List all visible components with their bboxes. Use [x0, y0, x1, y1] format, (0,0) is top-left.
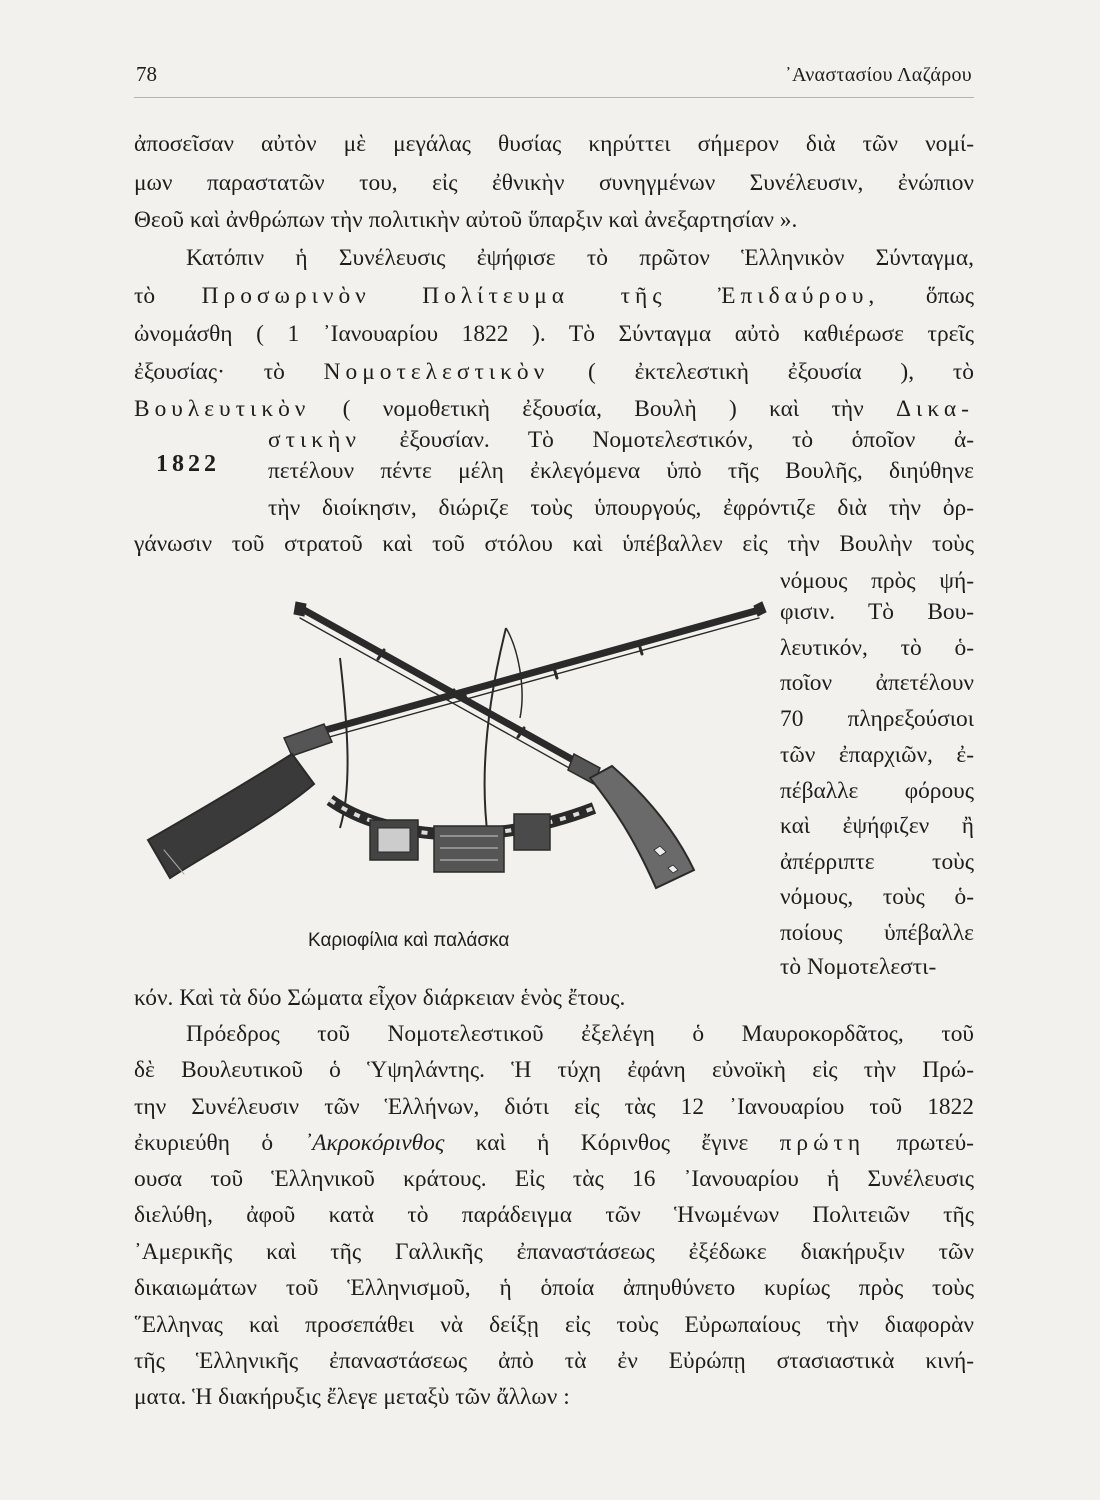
body-line-19: διελύθη, ἀφοῦ κατὰ τὸ παράδειγμα τῶν Ἡνωμένων Πολιτειῶν τῆς: [134, 1202, 974, 1228]
running-head: ᾿Αναστασίου Λαζάρου: [785, 64, 972, 86]
margin-year-note: 1822: [156, 451, 220, 477]
text-run: καὶ ἡ Κόρινθος ἔγινε: [475, 1130, 749, 1156]
text-run: ἐξουσίας· τὸ: [134, 359, 285, 385]
side-line-8: καὶ ἐψήφιζεν ἢ: [780, 813, 974, 839]
body-line-13: κόν. Καὶ τὰ δύο Σώματα εἶχον διάρκειαν ἑνὸς ἔτους.: [134, 985, 626, 1011]
body-line-21: δικαιωμάτων τοῦ Ἑλληνισμοῦ, ἡ ὁποία ἀπηυθύνετο κυρίως πρὸς τοὺς: [134, 1275, 974, 1301]
text-run: ( ἐκτελεστικὴ ἐξουσία ), τὸ: [588, 359, 974, 385]
side-line-9: ἀπέρριπτε τοὺς: [780, 849, 974, 875]
side-line-5: 70 πληρεξούσιοι: [780, 706, 974, 732]
spaced-term-judicial: Δικα-: [896, 396, 974, 422]
side-line-3: λευτικόν, τὸ ὁ-: [780, 635, 974, 661]
spaced-term-judicial-end: στικὴν: [268, 427, 361, 453]
body-line-15: δὲ Βουλευτικοῦ ὁ Ὑψηλάντης. Ἡ τύχη ἐφάνη εὐνοϊκὴ εἰς τὴν Πρώ-: [134, 1057, 974, 1083]
side-line-1: νόμους πρὸς ψή-: [780, 568, 974, 594]
body-line-3: Θεοῦ καὶ ἀνθρώπων τὴν πολιτικὴν αὐτοῦ ὕπαρξιν καὶ ἀνεξαρτησίαν ».: [134, 207, 798, 233]
spaced-title-provisional-polity: Προσωρινὸν Πολίτευμα τῆς Ἐπιδαύρου,: [201, 283, 880, 309]
body-line-17: [134, 1127, 974, 1159]
text-run: ( νομοθετικὴ ἐξουσία, Βουλὴ ) καὶ τὴν: [342, 396, 864, 422]
side-line-2: φισιν. Τὸ Βου-: [780, 599, 974, 625]
body-line-1: ἀποσεῖσαν αὐτὸν μὲ μεγάλας θυσίας κηρύττει σήμερον διὰ τῶν νομί-: [134, 131, 974, 157]
side-line-11: ποίους ὑπέβαλλε: [780, 920, 974, 946]
spaced-term-legislative: Βουλευτικὸν: [134, 396, 311, 422]
side-line-7: πέβαλλε φόρους: [780, 778, 974, 804]
body-line-11: τὴν διοίκησιν, διώριζε τοὺς ὑπουργούς, ἐφρόντιζε διὰ τὴν ὀρ-: [268, 495, 974, 521]
body-line-9: [268, 424, 974, 456]
body-line-23: τῆς Ἑλληνικῆς ἐπαναστάσεως ἀπὸ τὰ ἐν Εὐρώπῃ στασιαστικὰ κινή-: [134, 1348, 974, 1374]
body-line-18: ουσα τοῦ Ἑλληνικοῦ κράτους. Εἰς τὰς 16 ᾿Ιανουαρίου ἡ Συνέλευσις: [134, 1166, 974, 1192]
text-run: τὸ: [134, 283, 156, 309]
body-line-2: μων παραστατῶν του, εἰς ἐθνικὴν συνηγμένων Συνέλευσιν, ἐνώπιον: [134, 170, 974, 196]
text-run: ἐκυριεύθη ὁ: [134, 1130, 274, 1156]
body-line-22: ῞Ελληνας καὶ προσεπάθει νὰ δείξῃ εἰς τοὺς Εὐρωπαίους τὴν διαφορὰν: [134, 1312, 974, 1338]
side-line-10: νόμους, τοὺς ὁ-: [780, 884, 974, 910]
body-line-14: Πρόεδρος τοῦ Νομοτελεστικοῦ ἐξελέγη ὁ Μαυροκορδᾶτος, τοῦ: [186, 1021, 974, 1047]
side-line-12: τὸ Νομοτελεστι-: [780, 954, 937, 980]
body-line-6: ὠνομάσθη ( 1 ᾿Ιανουαρίου 1822 ). Τὸ Σύνταγμα αὐτὸ καθιέρωσε τρεῖς: [134, 321, 974, 347]
body-line-5: [134, 280, 974, 312]
text-run: ἐξουσίαν. Τὸ Νομοτελεστικόν, τὸ ὁποῖον ἀ-: [399, 427, 975, 453]
body-line-24: ματα. Ἡ διακήρυξις ἔλεγε μεταξὺ τῶν ἄλλων :: [134, 1384, 570, 1410]
rifles-illustration: [134, 588, 774, 918]
body-line-8: [134, 393, 974, 425]
text-run: πρωτεύ-: [896, 1130, 974, 1156]
body-line-12: γάνωσιν τοῦ στρατοῦ καὶ τοῦ στόλου καὶ ὑπέβαλλεν εἰς τὴν Βουλὴν τοὺς: [134, 531, 974, 557]
spaced-word-first: πρώτη: [779, 1130, 866, 1156]
body-line-7: [134, 356, 974, 388]
body-line-16: την Συνέλευσιν τῶν Ἑλλήνων, διότι εἰς τὰς 12 ᾿Ιανουαρίου τοῦ 1822: [134, 1094, 974, 1120]
italic-acrocorinth: ᾿Ακροκόρινθος: [304, 1130, 445, 1156]
body-line-10: πετέλουν πέντε μέλη ἐκλεγόμενα ὑπὸ τῆς Βουλῆς, διηύθηνε: [268, 458, 974, 484]
figure-caption: Καριοφίλια καὶ παλάσκα: [308, 930, 510, 951]
body-line-4: Κατόπιν ἡ Συνέλευσις ἐψήφισε τὸ πρῶτον Ἑλληνικὸν Σύνταγμα,: [186, 245, 974, 271]
side-line-6: τῶν ἐπαρχιῶν, ἐ-: [780, 742, 974, 768]
side-line-4: ποῖον ἀπετέλουν: [780, 670, 974, 696]
page-number: 78: [136, 62, 157, 86]
body-line-20: ᾿Αμερικῆς καὶ τῆς Γαλλικῆς ἐπαναστάσεως ἐξέδωκε διακήρυξιν τῶν: [134, 1239, 974, 1265]
text-run: ὅπως: [925, 283, 974, 309]
spaced-term-executive: Νομοτελεστικὸν: [323, 359, 550, 385]
header-rule: [134, 97, 974, 98]
